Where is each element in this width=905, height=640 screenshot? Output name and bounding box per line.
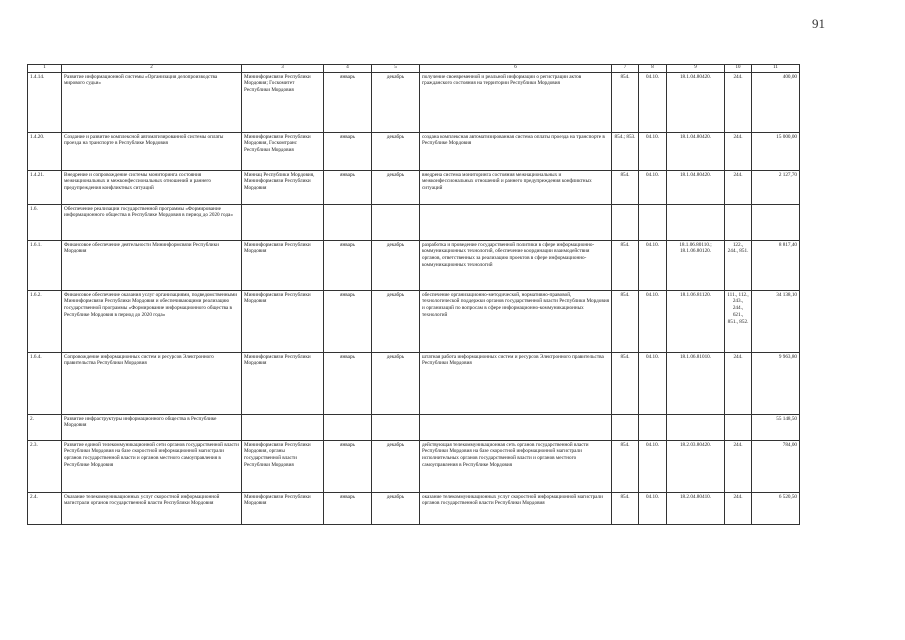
row-number: 1.4.14. — [28, 72, 62, 132]
table-row — [28, 440, 800, 492]
column-header: 6 — [420, 65, 612, 73]
activity-name: Внедрение и сопровождение системы мониторинга состояния межнациональных и межконфессиональных отношений и раннего предупреждения конфликтных ситуаций — [62, 170, 242, 204]
expected-result: штатная работа информационных систем и ресурсов Электронного правительства Республики Мордовия — [420, 352, 612, 414]
funding-amount — [752, 204, 800, 240]
start-date: январь — [324, 440, 372, 492]
table-row — [28, 170, 800, 204]
executor: Мининформсвязи Республики Мордовия — [242, 492, 324, 524]
activity-name: Создание и развитие комплексной автоматизированной системы оплаты проезда на транспорте в Республике Мордовия — [62, 132, 242, 170]
end-date: декабрь — [372, 72, 420, 132]
end-date: декабрь — [372, 132, 420, 170]
funding-amount: 55 148,50 — [752, 414, 800, 440]
end-date — [372, 414, 420, 440]
expense-type-code — [725, 204, 752, 240]
section-code — [639, 204, 667, 240]
column-header: 10 — [725, 65, 752, 73]
program-plan-table — [27, 64, 800, 525]
table-row — [28, 352, 800, 414]
expense-type-code: 111., 112., 243., 244., 621., 851., 852. — [725, 290, 752, 352]
activity-name: Финансовое обеспечение оказания услуг организациями, подведомственными Мининформсвязи Республики Мордовия и обеспечивающими реализацию государственной программы «Формирование информационного общества в Республике Мордовия в период до 2020 года» — [62, 290, 242, 352]
target-article-code: 18.1.04.80420. — [667, 170, 725, 204]
expected-result: внедрена система мониторинга состояния межнациональных и межконфессиональных отношений и раннего предупреждения конфликтных ситуаций — [420, 170, 612, 204]
section-code: 04.10. — [639, 352, 667, 414]
column-header: 3 — [242, 65, 324, 73]
grbs-code: 854. — [612, 72, 639, 132]
column-header: 2 — [62, 65, 242, 73]
funding-amount: 8 817,40 — [752, 240, 800, 290]
column-header: 7 — [612, 65, 639, 73]
activity-name: Развитие единой телекоммуникационной сети органов государственной власти Республики Мордовия на базе скоростной информационной магистрали органов государственной власти и органов местного самоуправления в Республике Мордовия — [62, 440, 242, 492]
row-number: 1.4.21. — [28, 170, 62, 204]
end-date: декабрь — [372, 170, 420, 204]
executor: Миннац Республики Мордовия, Мининформсвязи Республики Мордовия — [242, 170, 324, 204]
target-article-code: 18.1.04.80420. — [667, 132, 725, 170]
funding-amount: 2 127,70 — [752, 170, 800, 204]
grbs-code: 854. — [612, 440, 639, 492]
expense-type-code — [725, 414, 752, 440]
funding-amount: 34 138,10 — [752, 290, 800, 352]
start-date: январь — [324, 492, 372, 524]
section-code: 04.10. — [639, 72, 667, 132]
grbs-code: 854. — [612, 240, 639, 290]
activity-name: Обеспечение реализации государственной программы «Формирование информационного общества в Республике Мордовия в период до 2020 года» — [62, 204, 242, 240]
grbs-code — [612, 204, 639, 240]
row-number: 1.6. — [28, 204, 62, 240]
column-header: 9 — [667, 65, 725, 73]
table-row — [28, 72, 800, 132]
expense-type-code: 244. — [725, 352, 752, 414]
executor: Мининформсвязи Республики Мордовия, органы государственной власти Республики Мордовия — [242, 440, 324, 492]
column-header: 1 — [28, 65, 62, 73]
start-date: январь — [324, 290, 372, 352]
end-date: декабрь — [372, 440, 420, 492]
section-code: 04.10. — [639, 170, 667, 204]
funding-amount: 9 963,80 — [752, 352, 800, 414]
expected-result: обеспечение организационно-методической, нормативно-правовой, технологической поддержки органов государственной власти Республики Мордовия и организаций по вопросам в сфере информационно-коммуникационных технологий — [420, 290, 612, 352]
row-number: 2.3. — [28, 440, 62, 492]
executor: Мининформсвязи Республики Мордовия — [242, 290, 324, 352]
executor — [242, 204, 324, 240]
expense-type-code: 244. — [725, 132, 752, 170]
target-article-code: 18.1.06.81120. — [667, 290, 725, 352]
row-number: 2.4. — [28, 492, 62, 524]
column-header: 8 — [639, 65, 667, 73]
section-code: 04.10. — [639, 440, 667, 492]
expected-result — [420, 414, 612, 440]
activity-name: Развитие инфраструктуры информационного общества в Республике Мордовия — [62, 414, 242, 440]
target-article-code: 18.2.04.80410. — [667, 492, 725, 524]
table-row — [28, 414, 800, 440]
start-date — [324, 414, 372, 440]
executor: Мининформсвязи Республики Мордовия — [242, 240, 324, 290]
activity-name: Оказание телекоммуникационных услуг скоростной информационной магистрали органов государственной власти Республики Мордовия — [62, 492, 242, 524]
section-code: 04.10. — [639, 132, 667, 170]
end-date — [372, 204, 420, 240]
column-header: 5 — [372, 65, 420, 73]
column-number-row — [28, 65, 800, 73]
start-date: январь — [324, 72, 372, 132]
target-article-code — [667, 204, 725, 240]
target-article-code: 18.1.06.80110.; 18.1.06.80120. — [667, 240, 725, 290]
funding-amount: 15 000,00 — [752, 132, 800, 170]
start-date: январь — [324, 240, 372, 290]
end-date: декабрь — [372, 492, 420, 524]
grbs-code: 854. — [612, 352, 639, 414]
activity-name: Развитие информационной системы «Организация делопроизводства мирового судьи» — [62, 72, 242, 132]
table-row — [28, 132, 800, 170]
end-date: декабрь — [372, 290, 420, 352]
table-row — [28, 492, 800, 524]
activity-name: Финансовое обеспечение деятельности Мининформсвязи Республики Мордовия — [62, 240, 242, 290]
end-date: декабрь — [372, 240, 420, 290]
expected-result: оказание телекоммуникационных услуг скоростной информационной магистрали органов государственной власти Республики Мордовия — [420, 492, 612, 524]
grbs-code — [612, 414, 639, 440]
column-header: 11 — [752, 65, 800, 73]
target-article-code: 18.2.03.80420. — [667, 440, 725, 492]
table-row — [28, 290, 800, 352]
expected-result: действующая телекоммуникационная сеть органов государственной власти Республики Мордовия на базе скоростной информационной магистрали исполнительных органов государственной власти и органов местного самоуправления в Республике Мордовия — [420, 440, 612, 492]
expense-type-code: 244. — [725, 72, 752, 132]
grbs-code: 854.; 853. — [612, 132, 639, 170]
row-number: 1.6.4. — [28, 352, 62, 414]
target-article-code — [667, 414, 725, 440]
section-code: 04.10. — [639, 290, 667, 352]
executor: Мининформсвязи Республики Мордовия — [242, 352, 324, 414]
row-number: 1.4.20. — [28, 132, 62, 170]
start-date — [324, 204, 372, 240]
section-code — [639, 414, 667, 440]
end-date: декабрь — [372, 352, 420, 414]
expected-result — [420, 204, 612, 240]
start-date: январь — [324, 170, 372, 204]
row-number: 2. — [28, 414, 62, 440]
activity-name: Сопровождение информационных систем и ресурсов Электронного правительства Республики Мордовия — [62, 352, 242, 414]
expected-result: создана комплексная автоматизированная система оплаты проезда на транспорте в Республике Мордовия — [420, 132, 612, 170]
table-row — [28, 240, 800, 290]
expense-type-code: 244. — [725, 440, 752, 492]
start-date: январь — [324, 352, 372, 414]
row-number: 1.6.1. — [28, 240, 62, 290]
page-number: 91 — [812, 16, 825, 31]
table-row — [28, 204, 800, 240]
expected-result: получение своевременной и реальной информации о регистрации актов гражданского состояния на территории Республики Мордовия — [420, 72, 612, 132]
target-article-code: 18.1.04.80420. — [667, 72, 725, 132]
section-code: 04.10. — [639, 240, 667, 290]
expense-type-code: 244. — [725, 492, 752, 524]
grbs-code: 854. — [612, 492, 639, 524]
funding-amount: 784,00 — [752, 440, 800, 492]
target-article-code: 18.1.06.81010. — [667, 352, 725, 414]
executor: Мининформсвязи Республики Мордовия, Госкомтранс Республики Мордовия — [242, 132, 324, 170]
grbs-code: 854. — [612, 290, 639, 352]
funding-amount: 6 520,50 — [752, 492, 800, 524]
expense-type-code: 122., 244., 851. — [725, 240, 752, 290]
row-number: 1.6.2. — [28, 290, 62, 352]
executor: Мининформсвязи Республики Мордовия; Госкомитет Республики Мордовия — [242, 72, 324, 132]
expense-type-code: 244. — [725, 170, 752, 204]
section-code: 04.10. — [639, 492, 667, 524]
funding-amount: 400,00 — [752, 72, 800, 132]
expected-result: разработка и проведение государственной политики в сфере информационно-коммуникационных технологий, обеспечение координации взаимодействия органов, ответственных за реализацию проектов в сфере информационно-коммуникационных технологий — [420, 240, 612, 290]
grbs-code: 854. — [612, 170, 639, 204]
column-header: 4 — [324, 65, 372, 73]
start-date: январь — [324, 132, 372, 170]
executor — [242, 414, 324, 440]
